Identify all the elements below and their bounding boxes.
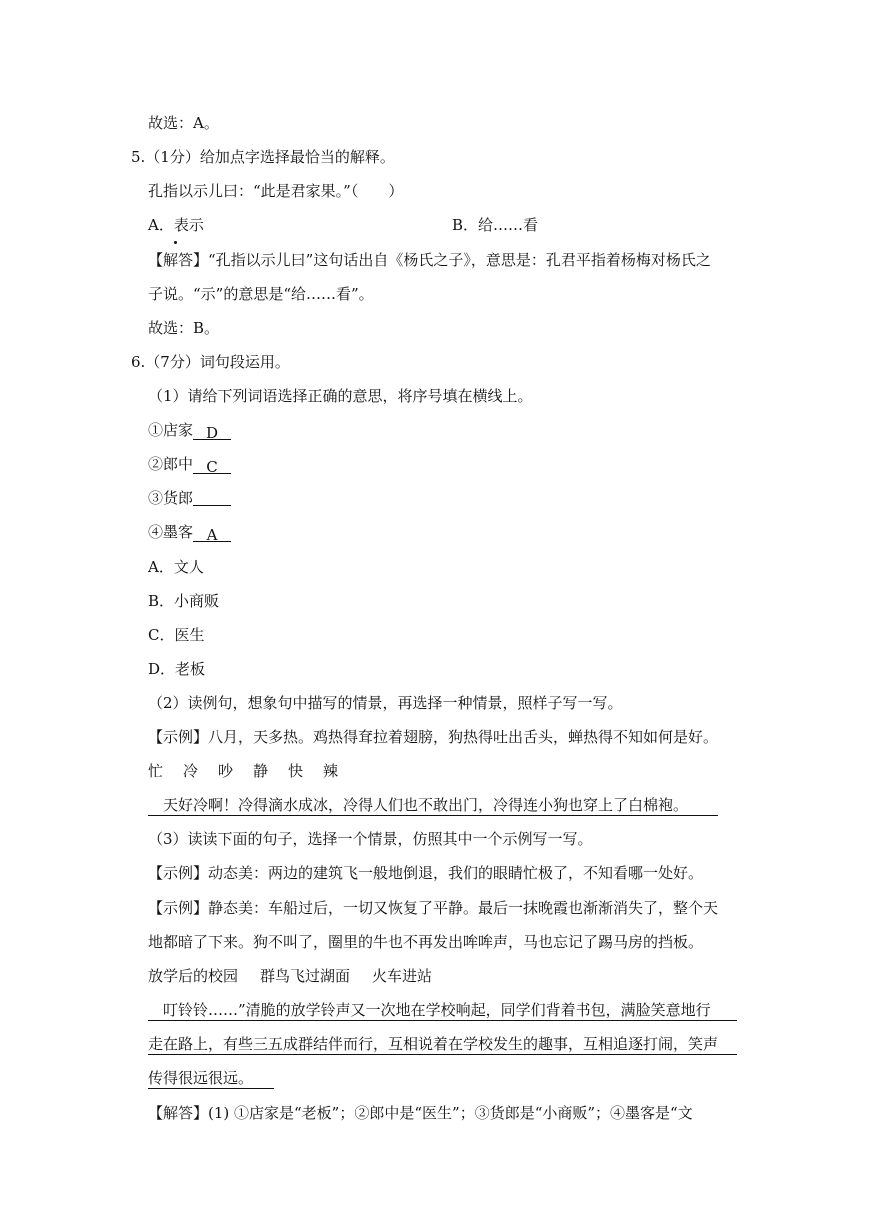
choice-word: 静 <box>253 762 269 780</box>
meaning-option-b: B．小商贩 <box>148 592 220 610</box>
choice-word: 快 <box>288 762 304 780</box>
scene-choices <box>148 761 358 781</box>
question-5-heading: 5.（1分）给加点字选择最恰当的解释。 <box>131 148 395 166</box>
written-answer-3-text: 传得很远很远。 <box>148 1069 254 1087</box>
question-6-part-1: （1）请给下列词语选择正确的意思，将序号填在横线上。 <box>148 387 533 405</box>
option-a: A．表示 <box>148 216 204 234</box>
scene-option: 火车进站 <box>372 967 433 985</box>
written-answer-3-line-3 <box>148 1068 274 1089</box>
question-6-heading: 6.（7分）词句段运用。 <box>131 353 290 371</box>
word-item-4 <box>148 522 231 542</box>
example-sentence-1: 【示例】八月，天多热。鸡热得耷拉着翅膀，狗热得吐出舌头，蝉热得不知如何是好。 <box>148 728 719 746</box>
written-answer-2 <box>148 795 718 816</box>
question-6-part-2: （2）读例句，想象句中描写的情景，再选择一种情景，照样子写一写。 <box>148 694 623 712</box>
word-item-2 <box>148 454 231 474</box>
scene-option: 群鸟飞过湖面 <box>260 967 351 985</box>
question-5-answer-line-2: 子说。“示”的意思是“给……看”。 <box>148 285 374 303</box>
question-5-choice: 故选：B。 <box>148 319 220 337</box>
answer-blank: A <box>193 525 231 542</box>
answer-choice-line: 故选：A。 <box>148 114 219 132</box>
choice-word: 冷 <box>183 762 199 780</box>
example-static-line-2: 地都暗了下来。狗不叫了，圈里的牛也不再发出哞哞声，马也忘记了踢马房的挡板。 <box>148 933 704 951</box>
emphasis-dot <box>174 241 177 244</box>
word-label: ①店家 <box>148 421 194 439</box>
choice-word: 辣 <box>323 762 339 780</box>
word-item-3 <box>148 488 231 508</box>
written-answer-3-text: 叮铃铃……”清脆的放学铃声又一次地在学校响起，同学们背着书包，满脸笑意地行 <box>163 1001 711 1019</box>
question-5-answer-line-1: 【解答】“孔指以示儿曰”这句话出自《杨氏之子》，意思是：孔君平指着杨梅对杨氏之 <box>148 251 711 269</box>
example-dynamic: 【示例】动态美：两边的建筑飞一般地倒退，我们的眼睛忙极了，不知看哪一处好。 <box>148 864 704 882</box>
written-answer-3-text: 走在路上，有些三五成群结伴而行，互相说着在学校发生的趣事，互相追逐打闹，笑声 <box>148 1035 719 1053</box>
meaning-option-a: A．文人 <box>148 558 204 576</box>
word-label: ②郎中 <box>148 455 194 473</box>
final-answer-line: 【解答】(1) ①店家是“老板”；②郎中是“医生”；③货郎是“小商贩”；④墨客是“文 <box>148 1104 693 1122</box>
choice-word: 吵 <box>218 762 234 780</box>
written-answer-2-text: 天好冷啊！冷得滴水成冰，冷得人们也不敢出门，冷得连小狗也穿上了白棉袍。 <box>163 796 689 814</box>
choice-word: 忙 <box>148 762 164 780</box>
word-label: ④墨客 <box>148 523 194 541</box>
answer-blank <box>193 489 231 506</box>
meaning-option-c: C．医生 <box>148 626 205 644</box>
meaning-option-d: D．老板 <box>148 660 206 678</box>
word-label: ③货郎 <box>148 489 194 507</box>
question-5-sentence: 孔指以示儿曰：“此是君家果。”（ ） <box>148 182 404 200</box>
question-6-part-3: （3）读读下面的句子，选择一个情景，仿照其中一个示例写一写。 <box>148 830 593 848</box>
option-b: B．给……看 <box>452 216 539 234</box>
scene-options <box>148 966 432 986</box>
written-answer-3-line-2 <box>148 1034 737 1055</box>
answer-blank: D <box>193 423 231 440</box>
written-answer-3-line-1 <box>148 1000 737 1021</box>
example-static-line-1: 【示例】静态美：车船过后，一切又恢复了平静。最后一抹晚霞也渐渐消失了，整个天 <box>148 899 719 917</box>
scene-option: 放学后的校园 <box>148 967 239 985</box>
answer-blank: C <box>193 457 231 474</box>
word-item-1 <box>148 420 231 440</box>
